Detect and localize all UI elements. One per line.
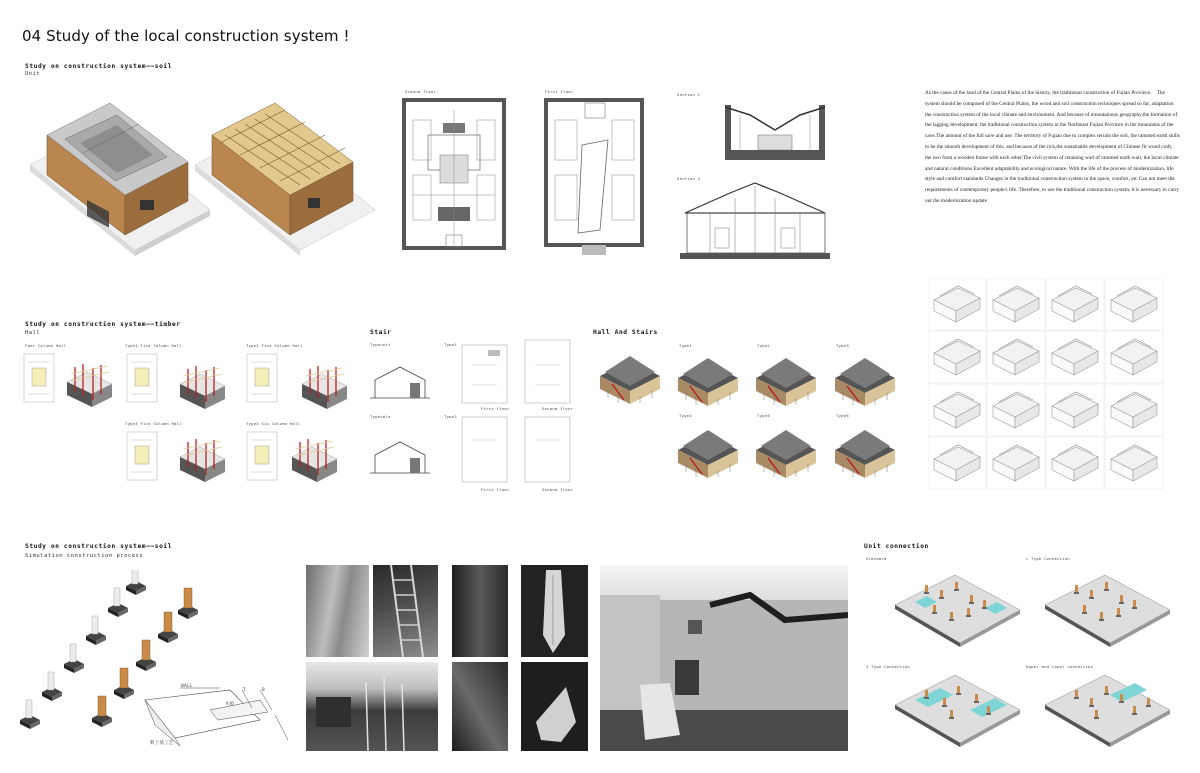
label-t: T [243, 688, 246, 693]
stair-type1-label: Type1 [444, 342, 457, 347]
section-2-label: Section 2 [677, 176, 701, 181]
stair-diagrams [370, 335, 580, 485]
first-floor-plan [540, 95, 650, 260]
photo-wood-joint [521, 662, 588, 751]
standard-label: Standard [866, 556, 887, 561]
i-type-label: I Type Connection [866, 664, 910, 669]
label-b: B [262, 688, 265, 693]
photo-wood-tool [521, 565, 588, 657]
timber-subtitle: Hall [25, 330, 41, 336]
house-form-grid [928, 278, 1164, 490]
house-axonometric-roof [25, 95, 215, 260]
ground-floor-plan [398, 95, 518, 260]
stair-second-floor-label-2: Second floor [542, 487, 574, 492]
description-text: As the cause of the land of the Central Plains of the history, the traditional construction of Fujian Province． The system should be composed of the Central Plains, the wood and soil construction techniques spread so far, adaptation the construction system of the local climate and environment. And because of mountainous geography,the formation of the lagging development, the traditional construction system in the Northeast Fujian Province in the mountains of the cave.The amount of the full save and use. The territory of Fujian due to complex terrain the soil, the rammed earth skills to be the smooth development of this, and because of the rich,the sustainable development of Chinese fir wood craft, the two form a wooden frame with each other.The civil system of retaining wall of rammed earth wall, the local climate and natural conditions.Excellent adaptability and ecological nature. With the life of the process of modernization, life style and comfort standards Changes in the traditional construction system in the space, comfort, etc.Can not meet the requirements of contemporary people's life. Therefore, to use the traditional construction system, it is necessary to carry out the modernization update [925, 90, 1180, 204]
unit-connection-diagrams [895, 560, 1185, 750]
hs-type3-label: Type3 [836, 343, 849, 348]
label-wall: WALL [181, 684, 193, 689]
hall-four-column-label: Four Column Hall [25, 343, 67, 348]
stair-second-floor-label-1: Second floor [542, 406, 574, 411]
hs-type4-label: Type4 [679, 413, 692, 418]
photo-wood-planks [452, 565, 508, 657]
hall-stairs-title: Hall And Stairs [593, 329, 658, 336]
photo-ladder [373, 565, 438, 657]
stair-first-floor-label-1: First floor [481, 406, 510, 411]
page-title: 04 Study of the local construction system ! [22, 27, 350, 45]
section-1-drawing [720, 95, 830, 165]
soil-unit-title: Study on construction system——soil [25, 63, 173, 70]
first-floor-label: First floor [545, 89, 574, 94]
timber-title: Study on construction system——timber [25, 321, 181, 328]
hall-type3-label: Type3 Five Column Hall [125, 421, 182, 426]
stair-title: Stair [370, 329, 392, 336]
section-1-label: Section 1 [677, 92, 701, 97]
photo-rammed-earth-house [600, 565, 848, 751]
hs-type5-label: Type5 [757, 413, 770, 418]
hs-type6-label: Type6 [836, 413, 849, 418]
hall-type4-label: Type4 Six Column Hall [246, 421, 301, 426]
unit-connection-title: Unit connection [864, 543, 929, 550]
hall-type1-label: Type1 Five Column Hall [125, 343, 182, 348]
soil-process-subtitle: Simulation construction process [25, 553, 144, 559]
section-2-drawing [675, 178, 835, 263]
hs-type2-label: Type2 [757, 343, 770, 348]
photo-construction-site [306, 662, 438, 751]
soil-process-title: Study on construction system——soil [25, 543, 173, 550]
hall-type2-label: Type2 Five Column Hall [246, 343, 303, 348]
hall-stairs-diagrams [598, 348, 898, 478]
stair-typeunit-label: Typeunit [370, 342, 391, 347]
ground-floor-label: Ground floor [405, 89, 437, 94]
l-type-label: L Type Connection [1026, 556, 1070, 561]
stair-type2-label: Type2 [444, 414, 457, 419]
soil-unit-subtitle: Unit [25, 71, 41, 77]
label-caption: 夥土墙工艺 [150, 741, 174, 746]
hall-diagrams [22, 352, 362, 497]
hs-type1-label: Type1 [679, 343, 692, 348]
label-plank: 木板 [225, 702, 235, 707]
stair-typehole-label: Typehole [370, 414, 391, 419]
upper-lower-label: Upper and lower connection [1026, 664, 1094, 669]
stair-first-floor-label-2: First floor [481, 487, 510, 492]
construction-process-diagram [20, 570, 300, 750]
photo-wall-texture [306, 565, 369, 657]
photo-timber-detail [452, 662, 508, 751]
house-axonometric-frame [190, 95, 380, 260]
